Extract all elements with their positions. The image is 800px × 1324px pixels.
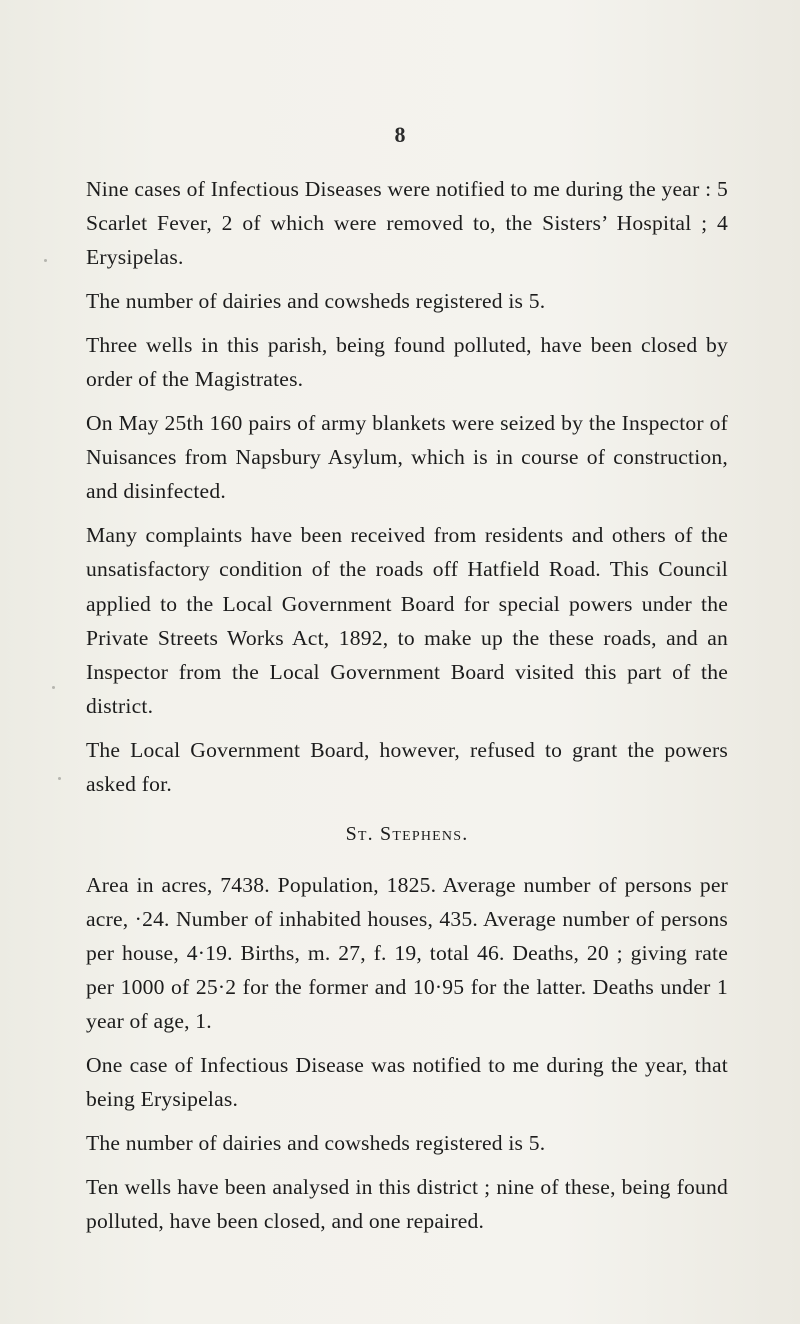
paragraph-wells-analysed: Ten wells have been analysed in this district ; nine of these, being found polluted, have been closed, and one repaired. <box>86 1175 728 1234</box>
paragraph-dairies: The number of dairies and cowsheds registered is 5. <box>86 289 546 314</box>
paragraph-road-complaints: Many complaints have been received from residents and others of the unsatisfactory condition of the roads off Hatfield Road. This Council applied to the Local Government Board for special powers under the Private Streets Works Act, 1892, to make up the these roads, and an Inspector from the Local Government Board visited this part of the district. <box>86 523 728 719</box>
print-speck <box>44 259 47 262</box>
body-text <box>86 172 728 1248</box>
section-heading: St. Stephens. <box>345 823 469 846</box>
print-speck <box>52 686 55 689</box>
paragraph-erysipelas: One case of Infectious Disease was notified to me during the year, that being Erysipelas. <box>86 1053 728 1112</box>
paragraph-statistics: Area in acres, 7438. Population, 1825. Average number of persons per acre, ·24. Number of inhabited houses, 435. Average number of persons per house, 4·19. Births, m. 27, f. 19, total 46. Deaths, 20 ; giving rate per 1000 of 25·2 for the former and 10·95 for the latter. Deaths under 1 year of age, 1. <box>86 872 728 1034</box>
paragraph-board-refusal: The Local Government Board, however, refused to grant the powers asked for. <box>86 738 728 797</box>
page-number: 8 <box>394 122 406 147</box>
paragraph-dairies-st-stephens: The number of dairies and cowsheds registered is 5. <box>86 1131 546 1156</box>
print-speck <box>58 777 61 780</box>
paragraph-wells-closed: Three wells in this parish, being found polluted, have been closed by order of the Magistrates. <box>86 333 728 392</box>
paragraph-infectious-diseases: Nine cases of Infectious Diseases were notified to me during the year : 5 Scarlet Fever, 2 of which were removed to, the Sisters’ Hospital ; 4 Erysipelas. <box>86 177 728 270</box>
paragraph-blankets-seized: On May 25th 160 pairs of army blankets were seized by the Inspector of Nuisances from Napsbury Asylum, which is in course of construction, and disinfected. <box>86 411 728 504</box>
